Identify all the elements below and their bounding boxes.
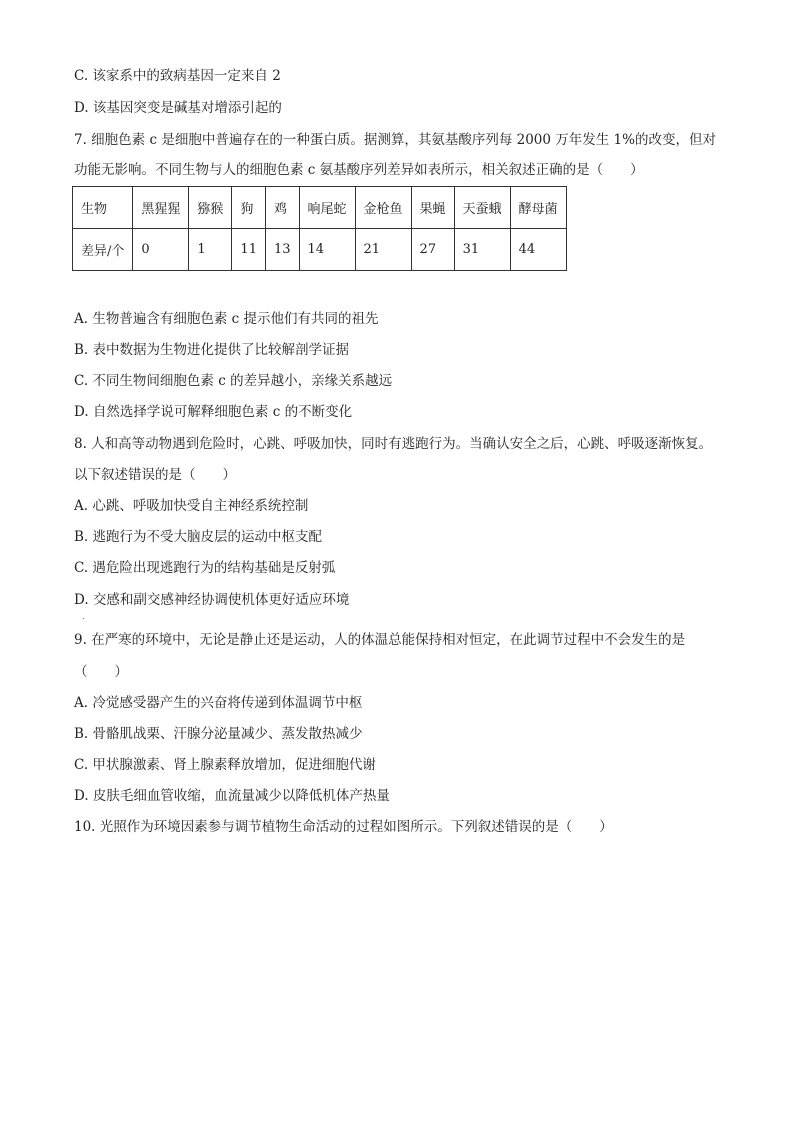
q8-stem-line-1: 8. 人和高等动物遇到危险时，心跳、呼吸加快，同时有逃跑行为。当确认安全之后，心跳、呼吸逐渐恢复。 — [74, 436, 713, 452]
q7-option-a: A. 生物普遍含有细胞色素 c 提示他们有共同的祖先 — [74, 311, 379, 327]
q9-option-a: A. 冷觉感受器产生的兴奋将传递到体温调节中枢 — [74, 695, 363, 711]
q8-option-c: C. 遇危险出现逃跑行为的结构基础是反射弧 — [74, 560, 336, 576]
q7-option-c: C. 不同生物间细胞色素 c 的差异越小，亲缘关系越远 — [74, 373, 393, 389]
table-cell: 酵母菌 — [510, 187, 566, 229]
table-cell: 生物 — [73, 187, 133, 229]
table-cell: 狗 — [232, 187, 266, 229]
q7-option-d: D. 自然选择学说可解释细胞色素 c 的不断变化 — [74, 404, 353, 420]
table-cell: 21 — [355, 229, 411, 271]
table-cell: 金枪鱼 — [355, 187, 411, 229]
table-cell: 响尾蛇 — [299, 187, 355, 229]
table-row — [73, 229, 567, 271]
q8-option-d: D. 交感和副交感神经协调使机体更好适应环境 — [74, 592, 350, 608]
table-cell: 13 — [265, 229, 299, 271]
q8-stem-line-2: 以下叙述错误的是（ ） — [74, 467, 236, 483]
table-cell: 0 — [133, 229, 189, 271]
q9-option-b: B. 骨骼肌战栗、汗腺分泌量减少、蒸发散热减少 — [74, 726, 363, 742]
table-cell: 31 — [454, 229, 510, 271]
q9-stem-line-1: 9. 在严寒的环境中，无论是静止还是运动，人的体温总能保持相对恒定，在此调节过程中不会发生的是 — [74, 632, 686, 648]
table-cell: 鸡 — [265, 187, 299, 229]
table-cell: 44 — [510, 229, 566, 271]
q6-option-d: D. 该基因突变是碱基对增添引起的 — [74, 100, 282, 116]
q7-stem-line-2: 功能无影响。不同生物与人的细胞色素 c 氨基酸序列差异如表所示，相关叙述正确的是（ ） — [74, 162, 644, 178]
cytochrome-c-difference-table — [72, 186, 567, 271]
q10-stem: 10. 光照作为环境因素参与调节植物生命活动的过程如图所示。下列叙述错误的是（ ） — [74, 819, 613, 835]
table-cell: 差异/个 — [73, 229, 133, 271]
table-cell: 1 — [189, 229, 232, 271]
q9-option-d: D. 皮肤毛细血管收缩，血流量减少以降低机体产热量 — [74, 788, 390, 804]
q6-option-c: C. 该家系中的致病基因一定来自 2 — [74, 68, 281, 84]
q9-option-c: C. 甲状腺激素、肾上腺素释放增加，促进细胞代谢 — [74, 757, 376, 773]
q8-option-a: A. 心跳、呼吸加快受自主神经系统控制 — [74, 498, 309, 514]
q7-option-b: B. 表中数据为生物进化提供了比较解剖学证据 — [74, 342, 350, 358]
q9-stem-line-2: （ ） — [74, 664, 128, 680]
table-cell: 天蚕蛾 — [454, 187, 510, 229]
table-cell: 27 — [411, 229, 454, 271]
table-cell: 果蝇 — [411, 187, 454, 229]
q8-option-b: B. 逃跑行为不受大脑皮层的运动中枢支配 — [74, 529, 323, 545]
table-cell: 猕猴 — [189, 187, 232, 229]
table-cell: 11 — [232, 229, 266, 271]
table-cell: 黑猩猩 — [133, 187, 189, 229]
q7-stem-line-1: 7. 细胞色素 c 是细胞中普遍存在的一种蛋白质。据测算，其氨基酸序列每 2000 万年发生 1%的改变，但对 — [74, 132, 716, 148]
table-cell: 14 — [299, 229, 355, 271]
table-header-row — [73, 187, 567, 229]
scan-speck: . — [82, 612, 85, 621]
